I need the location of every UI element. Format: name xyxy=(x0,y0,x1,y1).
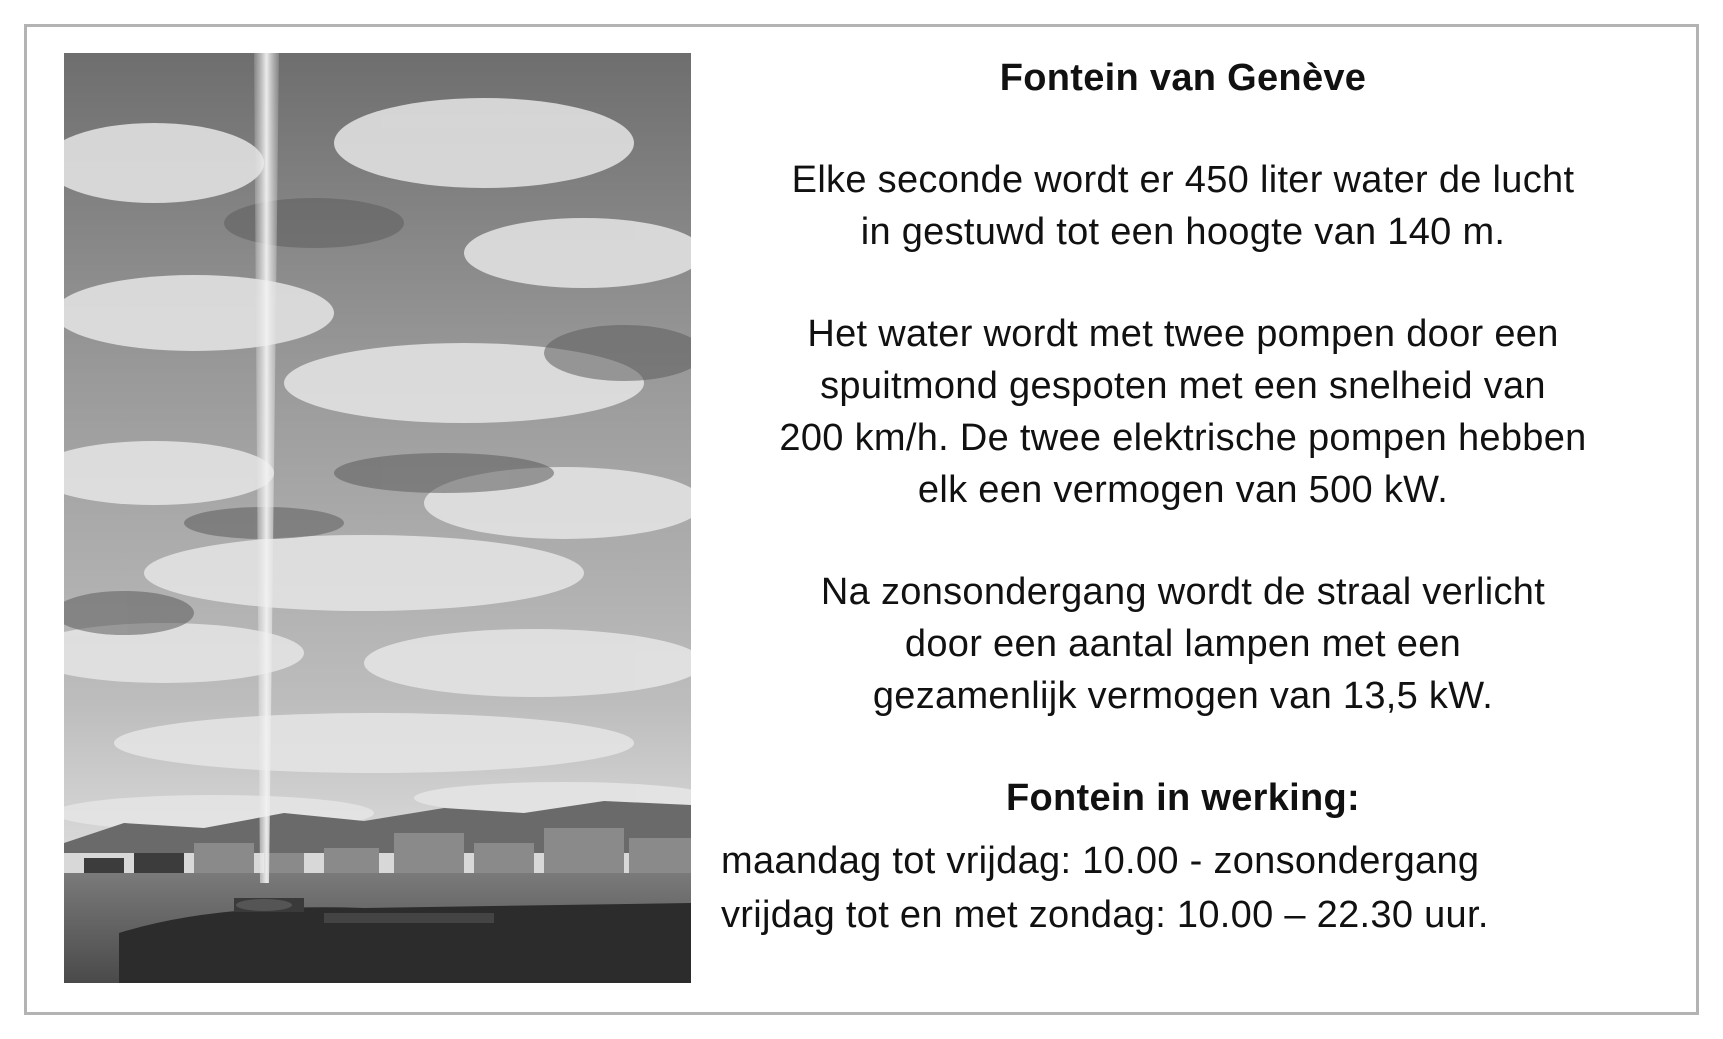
hours-heading: Fontein in werking: xyxy=(1005,777,1361,819)
paragraph-pumps xyxy=(718,308,1648,516)
paragraph-line: Elke seconde wordt er 450 liter water de lucht xyxy=(791,159,1575,201)
paragraph-line: spuitmond gespoten met een snelheid van xyxy=(820,365,1546,407)
hours-line-weekdays: maandag tot vrijdag: 10.00 - zonsondergang xyxy=(721,840,1480,882)
page-title: Fontein van Genève xyxy=(999,57,1367,99)
fountain-photo-illustration xyxy=(64,53,691,983)
paragraph-lighting xyxy=(718,566,1648,722)
paragraph-line: Na zonsondergang wordt de straal verlicht xyxy=(820,571,1546,613)
paragraph-line: gezamenlijk vermogen van 13,5 kW. xyxy=(872,675,1494,717)
paragraph-line: door een aantal lampen met een xyxy=(904,623,1462,665)
fountain-photo xyxy=(64,53,691,983)
opening-hours xyxy=(721,834,1489,942)
info-text xyxy=(718,38,1648,824)
paragraph-line: in gestuwd tot een hoogte van 140 m. xyxy=(860,211,1506,253)
paragraph-line: elk een vermogen van 500 kW. xyxy=(917,469,1449,511)
paragraph-water-volume xyxy=(718,154,1648,258)
hours-line-weekend: vrijdag tot en met zondag: 10.00 – 22.30 uur. xyxy=(721,894,1489,936)
paragraph-line: Het water wordt met twee pompen door een xyxy=(807,313,1559,355)
paragraph-line: 200 km/h. De twee elektrische pompen hebben xyxy=(779,417,1587,459)
